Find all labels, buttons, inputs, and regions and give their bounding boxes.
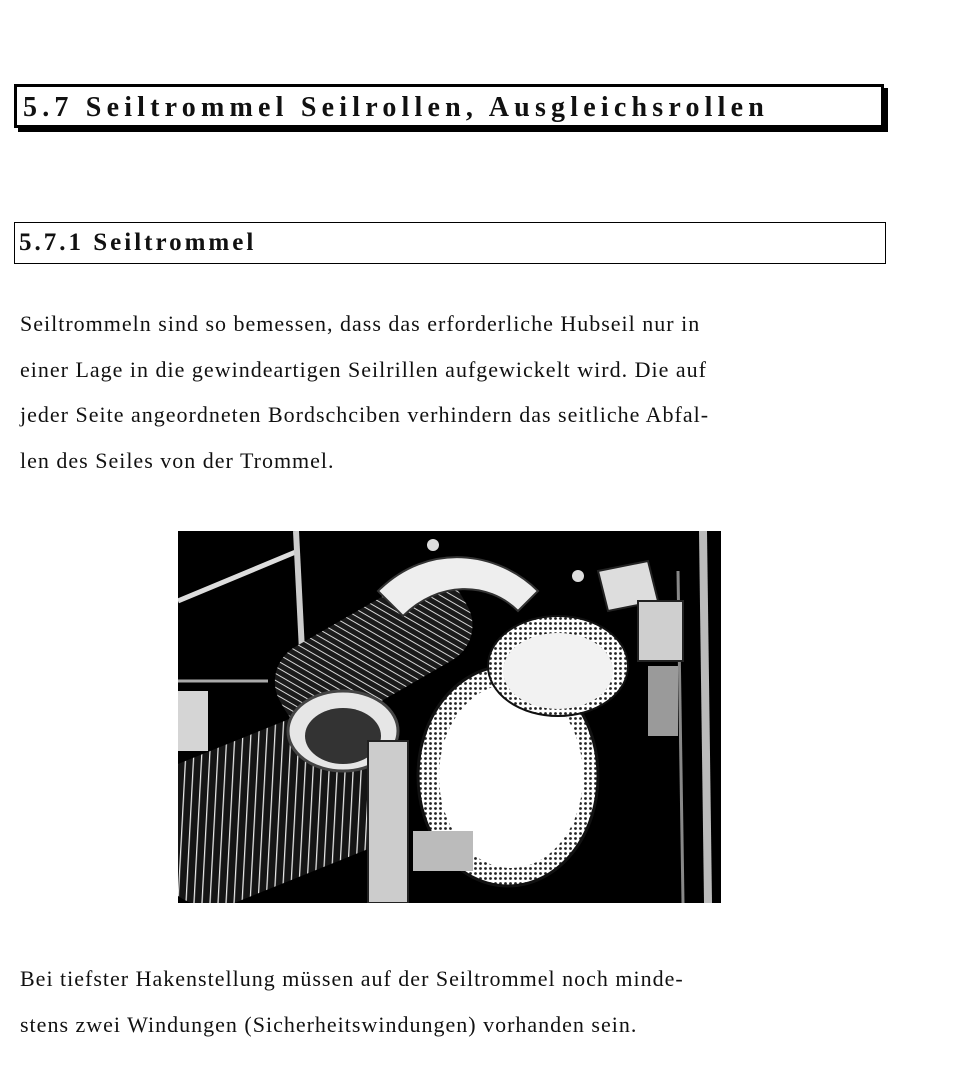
section-heading: 5.7 Seiltrommel Seilrollen, Ausgleichsrollen [23, 92, 770, 123]
paragraph-safety-windings [20, 956, 900, 1047]
paragraph-drum-description [20, 301, 900, 483]
paragraph-line: stens zwei Windungen (Sicherheitswindungen) vorhanden sein. [20, 1011, 638, 1037]
paragraph-line: Bei tiefster Hakenstellung müssen auf der Seiltrommel noch minde- [20, 966, 684, 991]
paragraph-line: len des Seiles von der Trommel. [20, 447, 335, 473]
paragraph-line: einer Lage in die gewindeartigen Seilrillen aufgewickelt wird. Die auf [20, 356, 707, 382]
rope-drum-photo [178, 531, 721, 903]
subsection-heading-box [14, 222, 886, 264]
rope-drum-illustration [178, 531, 721, 903]
paragraph-line: jeder Seite angeordneten Bordschciben verhindern das seitliche Abfal- [20, 402, 710, 427]
paragraph-line: Seiltrommeln sind so bemessen, dass das erforderliche Hubseil nur in [20, 311, 701, 336]
section-heading-box [14, 84, 884, 128]
subsection-heading: 5.7.1 Seiltrommel [19, 229, 257, 256]
